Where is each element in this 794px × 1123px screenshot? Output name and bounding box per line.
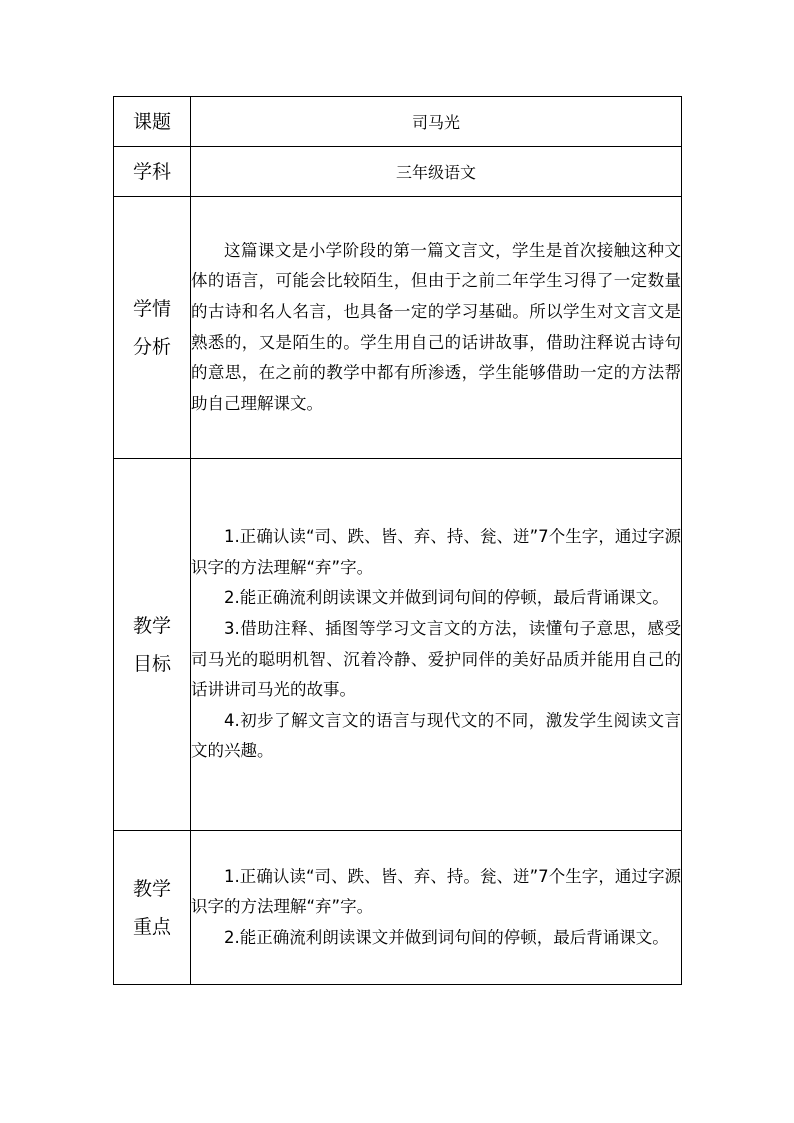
key-points-label-line2: 重点 [132,915,171,938]
goals-content [191,459,682,831]
goals-row [114,459,682,831]
subject-label: 学科 [114,147,191,197]
goals-label [114,459,191,831]
analysis-label-line2: 分析 [132,335,171,358]
key-points-label [114,831,191,985]
goal-item: 1.正确认读“司、跌、皆、弃、持、瓮、迸”7个生字，通过字源识字的方法理解“弃”字。 [191,527,681,577]
title-label: 课题 [114,97,191,147]
analysis-content [191,197,682,459]
key-points-row [114,831,682,985]
key-points-content [191,831,682,985]
analysis-label [114,197,191,459]
subject-row [114,147,682,197]
goals-label-line1: 教学 [132,614,171,637]
goals-label-line2: 目标 [132,652,171,675]
goal-item: 2.能正确流利朗读课文并做到词句间的停顿，最后背诵课文。 [224,588,669,608]
title-value: 司马光 [191,97,682,147]
key-point-item: 2.能正确流利朗读课文并做到词句间的停顿，最后背诵课文。 [224,927,669,947]
analysis-label-line1: 学情 [132,297,171,320]
subject-value: 三年级语文 [191,147,682,197]
goal-item: 3.借助注释、插图等学习文言文的方法，读懂句子意思，感受司马光的聪明机智、沉着冷静、爱护同伴的美好品质并能用自己的话讲讲司马光的故事。 [191,618,681,700]
title-row [114,97,682,147]
key-point-item: 1.正确认读“司、跌、皆、弃、持。瓮、迸”7个生字，通过字源识字的方法理解“弃”字。 [191,866,681,917]
goal-item: 4.初步了解文言文的语言与现代文的不同，激发学生阅读文言文的兴趣。 [191,710,681,761]
analysis-paragraph: 这篇课文是小学阶段的第一篇文言文，学生是首次接触这种文体的语言，可能会比较陌生，但由于之前二年学生习得了一定数量的古诗和名人名言，也具备一定的学习基础。所以学生对文言文是熟悉的，又是陌生的。学生用自己的话讲故事，借助注释说古诗句的意思，在之前的教学中都有所渗透，学生能够借助一定的方法帮助自己理解课文。 [191,240,681,413]
key-points-label-line1: 教学 [132,877,171,900]
lesson-plan-table [113,96,682,985]
analysis-row [114,197,682,459]
